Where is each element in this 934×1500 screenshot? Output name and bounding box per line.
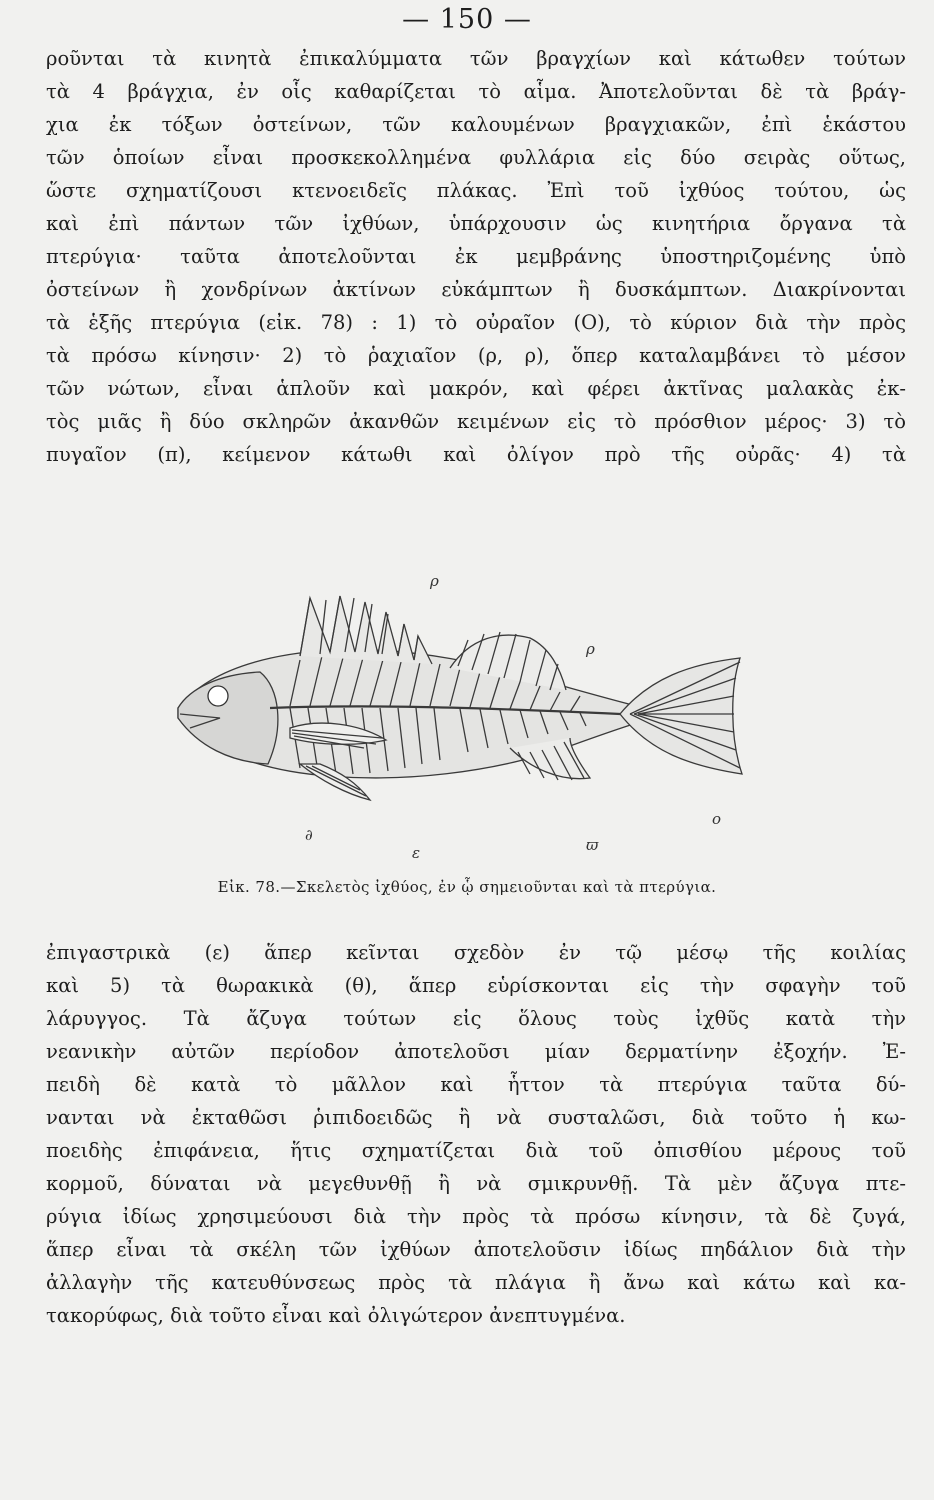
text-line: ροῦνται τὰ κινητὰ ἐπικαλύμματα τῶν βραγχίων καὶ κάτωθεν τούτων [46,47,906,70]
text-line: πειδὴ δὲ κατὰ τὸ μᾶλλον καὶ ἧττον τὰ πτερύγια ταῦτα δύ- [46,1073,906,1096]
text-line: τακορύφως, διὰ τοῦτο εἶναι καὶ ὀλιγώτερον ἀνεπτυγμένα. [46,1304,626,1327]
text-line: λάρυγγος. Τὰ ἄζυγα τούτων εἰς ὅλους τοὺς ἰχθῦς κατὰ τὴν [46,1007,906,1030]
fig-label-ventral: ε [412,844,421,858]
text-line: ἐπιγαστρικὰ (ε) ἅπερ κεῖνται σχεδὸν ἐν τῷ μέσῳ τῆς κοιλίας [46,941,906,964]
text-line: ποειδὴς ἐπιφάνεια, ἥτις σχηματίζεται διὰ τοῦ ὀπισθίου μέρους τοῦ [46,1139,906,1162]
text-line: πυγαῖον (π), κείμενον κάτωθι καὶ ὀλίγον πρὸ τῆς οὐρᾶς· 4) τὰ [46,443,906,466]
paragraph-1 [46,42,906,471]
fig-label-thoracic: ∂ [305,826,313,844]
fig-label-dorsal-2: ρ [586,640,595,658]
fig-label-anal: ϖ [586,836,599,854]
text-line: τὰ πρόσω κίνησιν· 2) τὸ ῥαχιαῖον (ρ, ρ), ὅπερ καταλαμβάνει τὸ μέσον [46,344,906,367]
text-line: νεανικὴν αὐτῶν περίοδον ἀποτελοῦσι μίαν δερματίνην ἐξοχήν. Ἐ- [46,1040,906,1063]
text-line: τὰ 4 βράγχια, ἐν οἷς καθαρίζεται τὸ αἷμα. Ἀποτελοῦνται δὲ τὰ βράγ- [46,80,906,103]
text-line: καὶ ἐπὶ πάντων τῶν ἰχθύων, ὑπάρχουσιν ὡς κινητήρια ὄργανα τὰ [46,212,906,235]
page-number: — 150 — [402,4,532,35]
text-line: ὀστείνων ἢ χονδρίνων ἀκτίνων εὐκάμπτων ἢ δυσκάμπτων. Διακρίνονται [46,278,906,301]
text-line: ἀλλαγὴν τῆς κατευθύνσεως πρὸς τὰ πλάγια ἢ ἄνω καὶ κάτω καὶ κα- [46,1271,906,1294]
text-line: ἅπερ εἶναι τὰ σκέλη τῶν ἰχθύων ἀποτελοῦσιν ἰδίως πηδάλιον διὰ τὴν [46,1238,906,1261]
fish-skeleton-figure [150,568,770,858]
text-line: νανται νὰ ἐκταθῶσι ῥιπιδοειδῶς ἢ νὰ συσταλῶσι, διὰ τοῦτο ἡ κω- [46,1106,906,1129]
text-line: τὸς μιᾶς ἢ δύο σκληρῶν ἀκανθῶν κειμένων εἰς τὸ πρόσθιον μέρος· 3) τὸ [46,410,906,433]
text-line: κορμοῦ, δύναται νὰ μεγεθυνθῇ ἢ νὰ σμικρυνθῇ. Τὰ μὲν ἄζυγα πτε- [46,1172,906,1195]
text-line: τῶν νώτων, εἶναι ἁπλοῦν καὶ μακρόν, καὶ φέρει ἀκτῖνας μαλακὰς ἐκ- [46,377,906,400]
fig-label-caudal: ο [712,810,722,828]
text-line: τὰ ἑξῆς πτερύγια (εἰκ. 78) : 1) τὸ οὐραῖον (Ο), τὸ κύριον διὰ τὴν πρὸς [46,311,906,334]
figure-caption: Εἰκ. 78.—Σκελετὸς ἰχθύος, ἐν ᾧ σημειοῦνται καὶ τὰ πτερύγια. [217,878,717,896]
text-line: ὥστε σχηματίζουσι κτενοειδεῖς πλάκας. Ἐπὶ τοῦ ἰχθύος τούτου, ὡς [46,179,906,202]
paragraph-2 [46,936,906,1332]
text-line: καὶ 5) τὰ θωρακικὰ (θ), ἅπερ εὑρίσκονται εἰς τὴν σφαγὴν τοῦ [46,974,906,997]
fig-label-dorsal-1: ρ [430,572,439,590]
text-line: πτερύγια· ταῦτα ἀποτελοῦνται ἐκ μεμβράνης ὑποστηριζομένης ὑπὸ [46,245,906,268]
text-line: ρύγια ἰδίως χρησιμεύουσι διὰ τὴν πρὸς τὰ πρόσω κίνησιν, τὰ δὲ ζυγά, [46,1205,906,1228]
fish-skeleton-illustration [150,568,770,858]
text-line: χια ἐκ τόξων ὀστείνων, τῶν καλουμένων βραγχιακῶν, ἐπὶ ἑκάστου [46,113,906,136]
text-line: τῶν ὁποίων εἶναι προσκεκολλημένα φυλλάρια εἰς δύο σειρὰς οὕτως, [46,146,906,169]
